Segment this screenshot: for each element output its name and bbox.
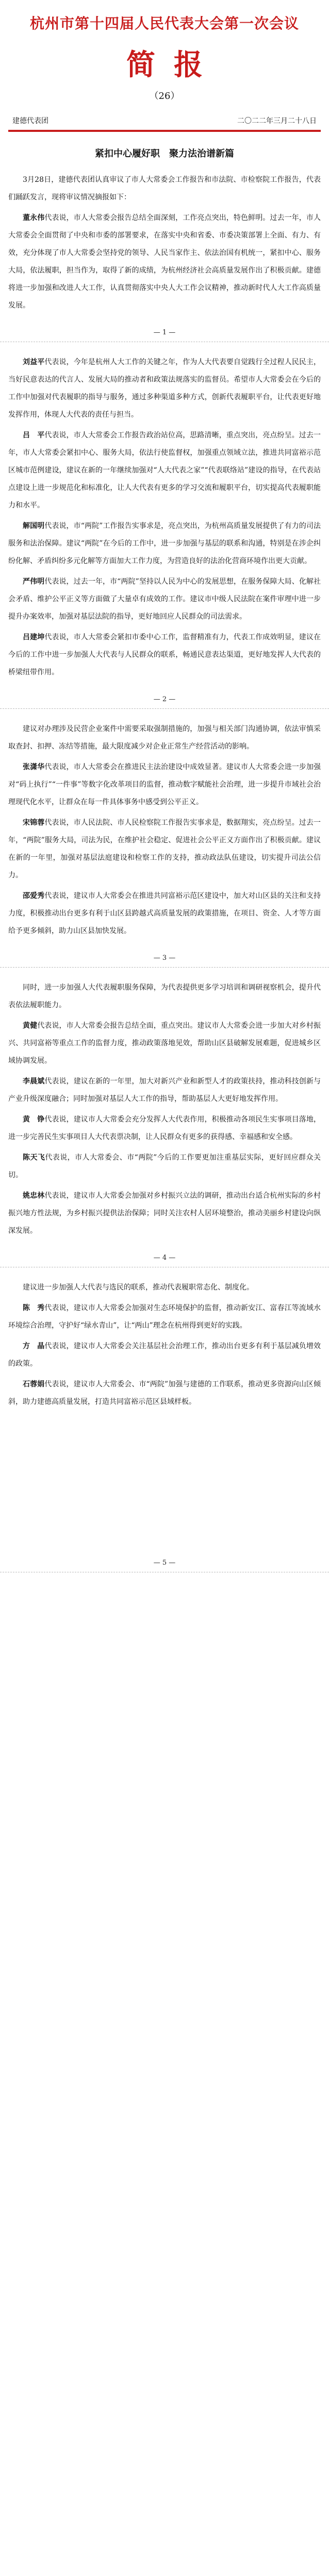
speech-paragraph <box>8 1299 321 1334</box>
speech-paragraph <box>8 1111 321 1146</box>
speech-text: 代表说，建议市人大常委会、市“两院”加强与建德的工作联系，推动更多资源向山区倾斜，助力建德高质量发展，打造共同富裕示范区县域样板。 <box>8 1380 321 1406</box>
speaker-name: 石蓉娟 <box>23 1380 45 1388</box>
speech-paragraph <box>8 353 321 423</box>
conference-title: 杭州市第十四届人民代表大会第一次会议 <box>29 15 299 32</box>
page-number: — 5 — <box>153 1559 176 1567</box>
speech-text: 代表说，市人大常委会工作报告政治站位高，思路清晰，重点突出，亮点纷呈。过去一年，市人大常委会紧扣中心、服务大局，依法行使监督权，加强重点领域立法，推进共同富裕示范区城市范例建设，建议在新的一年继续加强对“人大代表之家”“代表联络站”建设的指导，在代表站点建设上进一步规范化和标准化，让人大代表有更多的学习交流和履职平台，切实提高代表履职能力和水平。 <box>8 431 321 510</box>
speech-text: 代表说，市“两院”工作报告实事求是，亮点突出，为杭州高质量发展提供了有力的司法服务和法治保障。建议“两院”在今后的工作中，进一步加强与基层的联系和沟通，特别是在涉企纠纷化解、矛盾纠纷多元化解等方面加大工作力度，为营造良好的法治化营商环境作出更大贡献。 <box>8 522 321 565</box>
speech-text: 代表说，建议市人大常委会加强对乡村振兴立法的调研，推动出台适合杭州实际的乡村振兴地方性法规，为乡村振兴提供法治保障；同时关注农村人居环境整治，推动美丽乡村建设向纵深发展。 <box>8 1192 321 1235</box>
speech-text: 代表说，建议市人大常委会在推进共同富裕示范区建设中，加大对山区县的关注和支持力度，积极推动出台更多有利于山区县跨越式高质量发展的政策措施，在项目、资金、人才等方面给予更多倾斜，助力山区县加快发展。 <box>8 892 321 935</box>
speech-text: 代表说，今年是杭州人大工作的关键之年，作为人大代表要自觉践行全过程人民民主，当好民意表达的代言人、发展大局的推动者和政策法规落实的监督员。希望市人大常委会在今后的工作中加强对代表履职的指导与服务，通过多种渠道多种方式，创新代表履职平台，让代表更好地发挥作用，体现人大代表的责任与担当。 <box>8 358 321 419</box>
speaker-name: 黄健 <box>23 1022 38 1030</box>
speaker-name: 吕建坤 <box>23 633 45 641</box>
speaker-name: 李晨斌 <box>23 1077 45 1086</box>
speaker-name: 解国明 <box>23 522 45 530</box>
speech-text: 代表说，建议在新的一年里，加大对新兴产业和新型人才的政策扶持，推动科技创新与产业升级深度融合；同时加强对基层人大工作的指导，帮助基层人大更好地发挥作用。 <box>8 1077 321 1103</box>
issue-number: （26） <box>149 91 180 101</box>
speaker-name: 刘益平 <box>23 358 45 366</box>
delegation-name: 建德代表团 <box>12 117 48 125</box>
speech-paragraph <box>8 1337 321 1372</box>
speech-paragraph <box>8 629 321 681</box>
article-section-2 <box>8 353 321 681</box>
speaker-name: 陈 秀 <box>23 1304 45 1312</box>
page-number: — 3 — <box>153 954 176 962</box>
speech-paragraph <box>8 1073 321 1108</box>
speech-paragraph <box>8 573 321 625</box>
speaker-name: 方 晶 <box>23 1342 45 1350</box>
header-divider <box>8 130 321 132</box>
article-section-4 <box>8 979 321 1240</box>
speech-paragraph <box>8 1149 321 1184</box>
continued-paragraph: 建议对办理涉及民营企业案件中需要采取强制措施的，加强与相关部门沟通协调，依法审慎采取查封、扣押、冻结等措施，最大限度减少对企业正常生产经营活动的影响。 <box>8 725 321 751</box>
page-whitespace <box>8 1411 321 1545</box>
article-headline: 紧扣中心履好职 聚力法治谱新篇 <box>95 148 234 159</box>
speech-paragraph <box>8 1376 321 1411</box>
speech-paragraph <box>8 1187 321 1240</box>
speech-text: 代表说，市人大常委会报告总结全面，重点突出。建议市人大常委会进一步加大对乡村振兴、共同富裕等重点工作的监督力度，推动政策落地见效，帮助山区县破解发展难题，促进城乡区域协调发展。 <box>8 1022 321 1065</box>
speaker-name: 姚忠林 <box>23 1192 45 1200</box>
page-break <box>0 967 329 968</box>
speaker-name: 宋锦蓉 <box>23 819 45 827</box>
speech-text: 代表说，市人民法院、市人民检察院工作报告实事求是，数据翔实，亮点纷呈。过去一年，“两院”服务大局，司法为民，在维护社会稳定、促进社会公平正义方面作出了积极贡献。建议在新的一年里，加强对基层法庭建设和检察工作的支持，推动政法队伍建设，切实提升司法公信力。 <box>8 819 321 879</box>
article-section-5 <box>8 1279 321 1411</box>
page-break <box>0 708 329 709</box>
speech-text: 代表说，建议市人大常委会充分发挥人大代表作用，积极推动各项民生实事项目落地，进一步完善民生实事项目人大代表票决制，让人民群众有更多的获得感、幸福感和安全感。 <box>8 1115 321 1141</box>
speech-paragraph <box>8 1017 321 1070</box>
speech-text: 代表说，过去一年，市“两院”坚持以人民为中心的发展思想，在服务保障大局、化解社会矛盾、维护公平正义等方面做了大量卓有成效的工作。建议市中级人民法院在案件审理中进一步提升办案效率，加强对基层法院的指导，更好地回应人民群众的司法需求。 <box>8 578 321 621</box>
speaker-name: 陈天飞 <box>23 1154 45 1162</box>
speech-paragraph <box>8 814 321 884</box>
speech-text: 代表说，建议市人大常委会加强对生态环境保护的监督，推动新安江、富春江等流域水环境综合治理，守护好“绿水青山”，让“两山”理念在杭州得到更好的实践。 <box>8 1304 321 1330</box>
brief-heading: 简报 <box>126 48 221 82</box>
continued-paragraph: 建议进一步加强人大代表与选民的联系，推动代表履职常态化、制度化。 <box>23 1283 254 1292</box>
speech-paragraph <box>8 209 321 314</box>
speaker-name: 黄 铮 <box>23 1115 45 1124</box>
speaker-name: 吕 平 <box>23 431 45 439</box>
intro-paragraph: 3月28日，建德代表团认真审议了市人大常委会工作报告和市法院、市检察院工作报告，代表们踊跃发言，现将审议情况摘报如下： <box>8 176 321 201</box>
speech-text: 代表说，市人大常委会在推进民主法治建设中成效显著。建议市人大常委会进一步加强对“码上执行”“一件事”等数字化改革项目的监督，推动数字赋能社会治理，进一步提升市域社会治理现代化水平，让群众在每一件具体事务中感受到公平正义。 <box>8 763 321 806</box>
issue-date: 二〇二二年三月二十八日 <box>237 117 317 125</box>
speech-text: 代表说，建议市人大常委会关注基层社会治理工作，推动出台更多有利于基层减负增效的政策。 <box>8 1342 321 1368</box>
article-section-3 <box>8 720 321 940</box>
document-body <box>8 0 321 1581</box>
continued-paragraph: 同时，进一步加强人大代表履职服务保障，为代表提供更多学习培训和调研视察机会，提升代表依法履职能力。 <box>8 984 321 1009</box>
speech-paragraph <box>8 517 321 570</box>
speech-text: 代表说，市人大常委会报告总结全面深刻，工作亮点突出，特色鲜明。过去一年，市人大常委会全面贯彻了中央和市委的部署要求，在落实中央和省委、市委决策部署上全面、有力、有效，充分体现了市人大常委会坚持党的领导、人民当家作主、依法治国有机统一，紧扣中心、服务大局，依法履职，担当作为，取得了新的成绩，为杭州经济社会高质量发展作出了积极贡献。建德将进一步加强和改进人大工作，认真贯彻落实中央人大工作会议精神，推动新时代人大工作高质量发展。 <box>8 214 321 310</box>
speech-text: 代表说，市人大常委会、市“两院”今后的工作要更加注重基层实际，更好回应群众关切。 <box>8 1154 321 1179</box>
issue-meta <box>8 115 321 126</box>
speech-paragraph <box>8 758 321 811</box>
page-number: — 2 — <box>153 696 176 703</box>
article-section-1 <box>8 171 321 314</box>
speech-text: 代表说，市人大常委会紧扣市委中心工作，监督精准有力，代表工作成效明显，建议在今后的工作中进一步加强人大代表与人民群众的联系，畅通民意表达渠道，更好地发挥人大代表的桥梁纽带作用。 <box>8 633 321 676</box>
page-number: — 4 — <box>153 1254 176 1262</box>
speaker-name: 董永伟 <box>23 214 45 222</box>
speech-paragraph <box>8 427 321 514</box>
speech-paragraph <box>8 887 321 940</box>
speaker-name: 严伟明 <box>23 578 45 586</box>
speaker-name: 张潇华 <box>23 763 45 771</box>
page-number: — 1 — <box>153 329 176 336</box>
speaker-name: 邵爱秀 <box>23 892 45 900</box>
